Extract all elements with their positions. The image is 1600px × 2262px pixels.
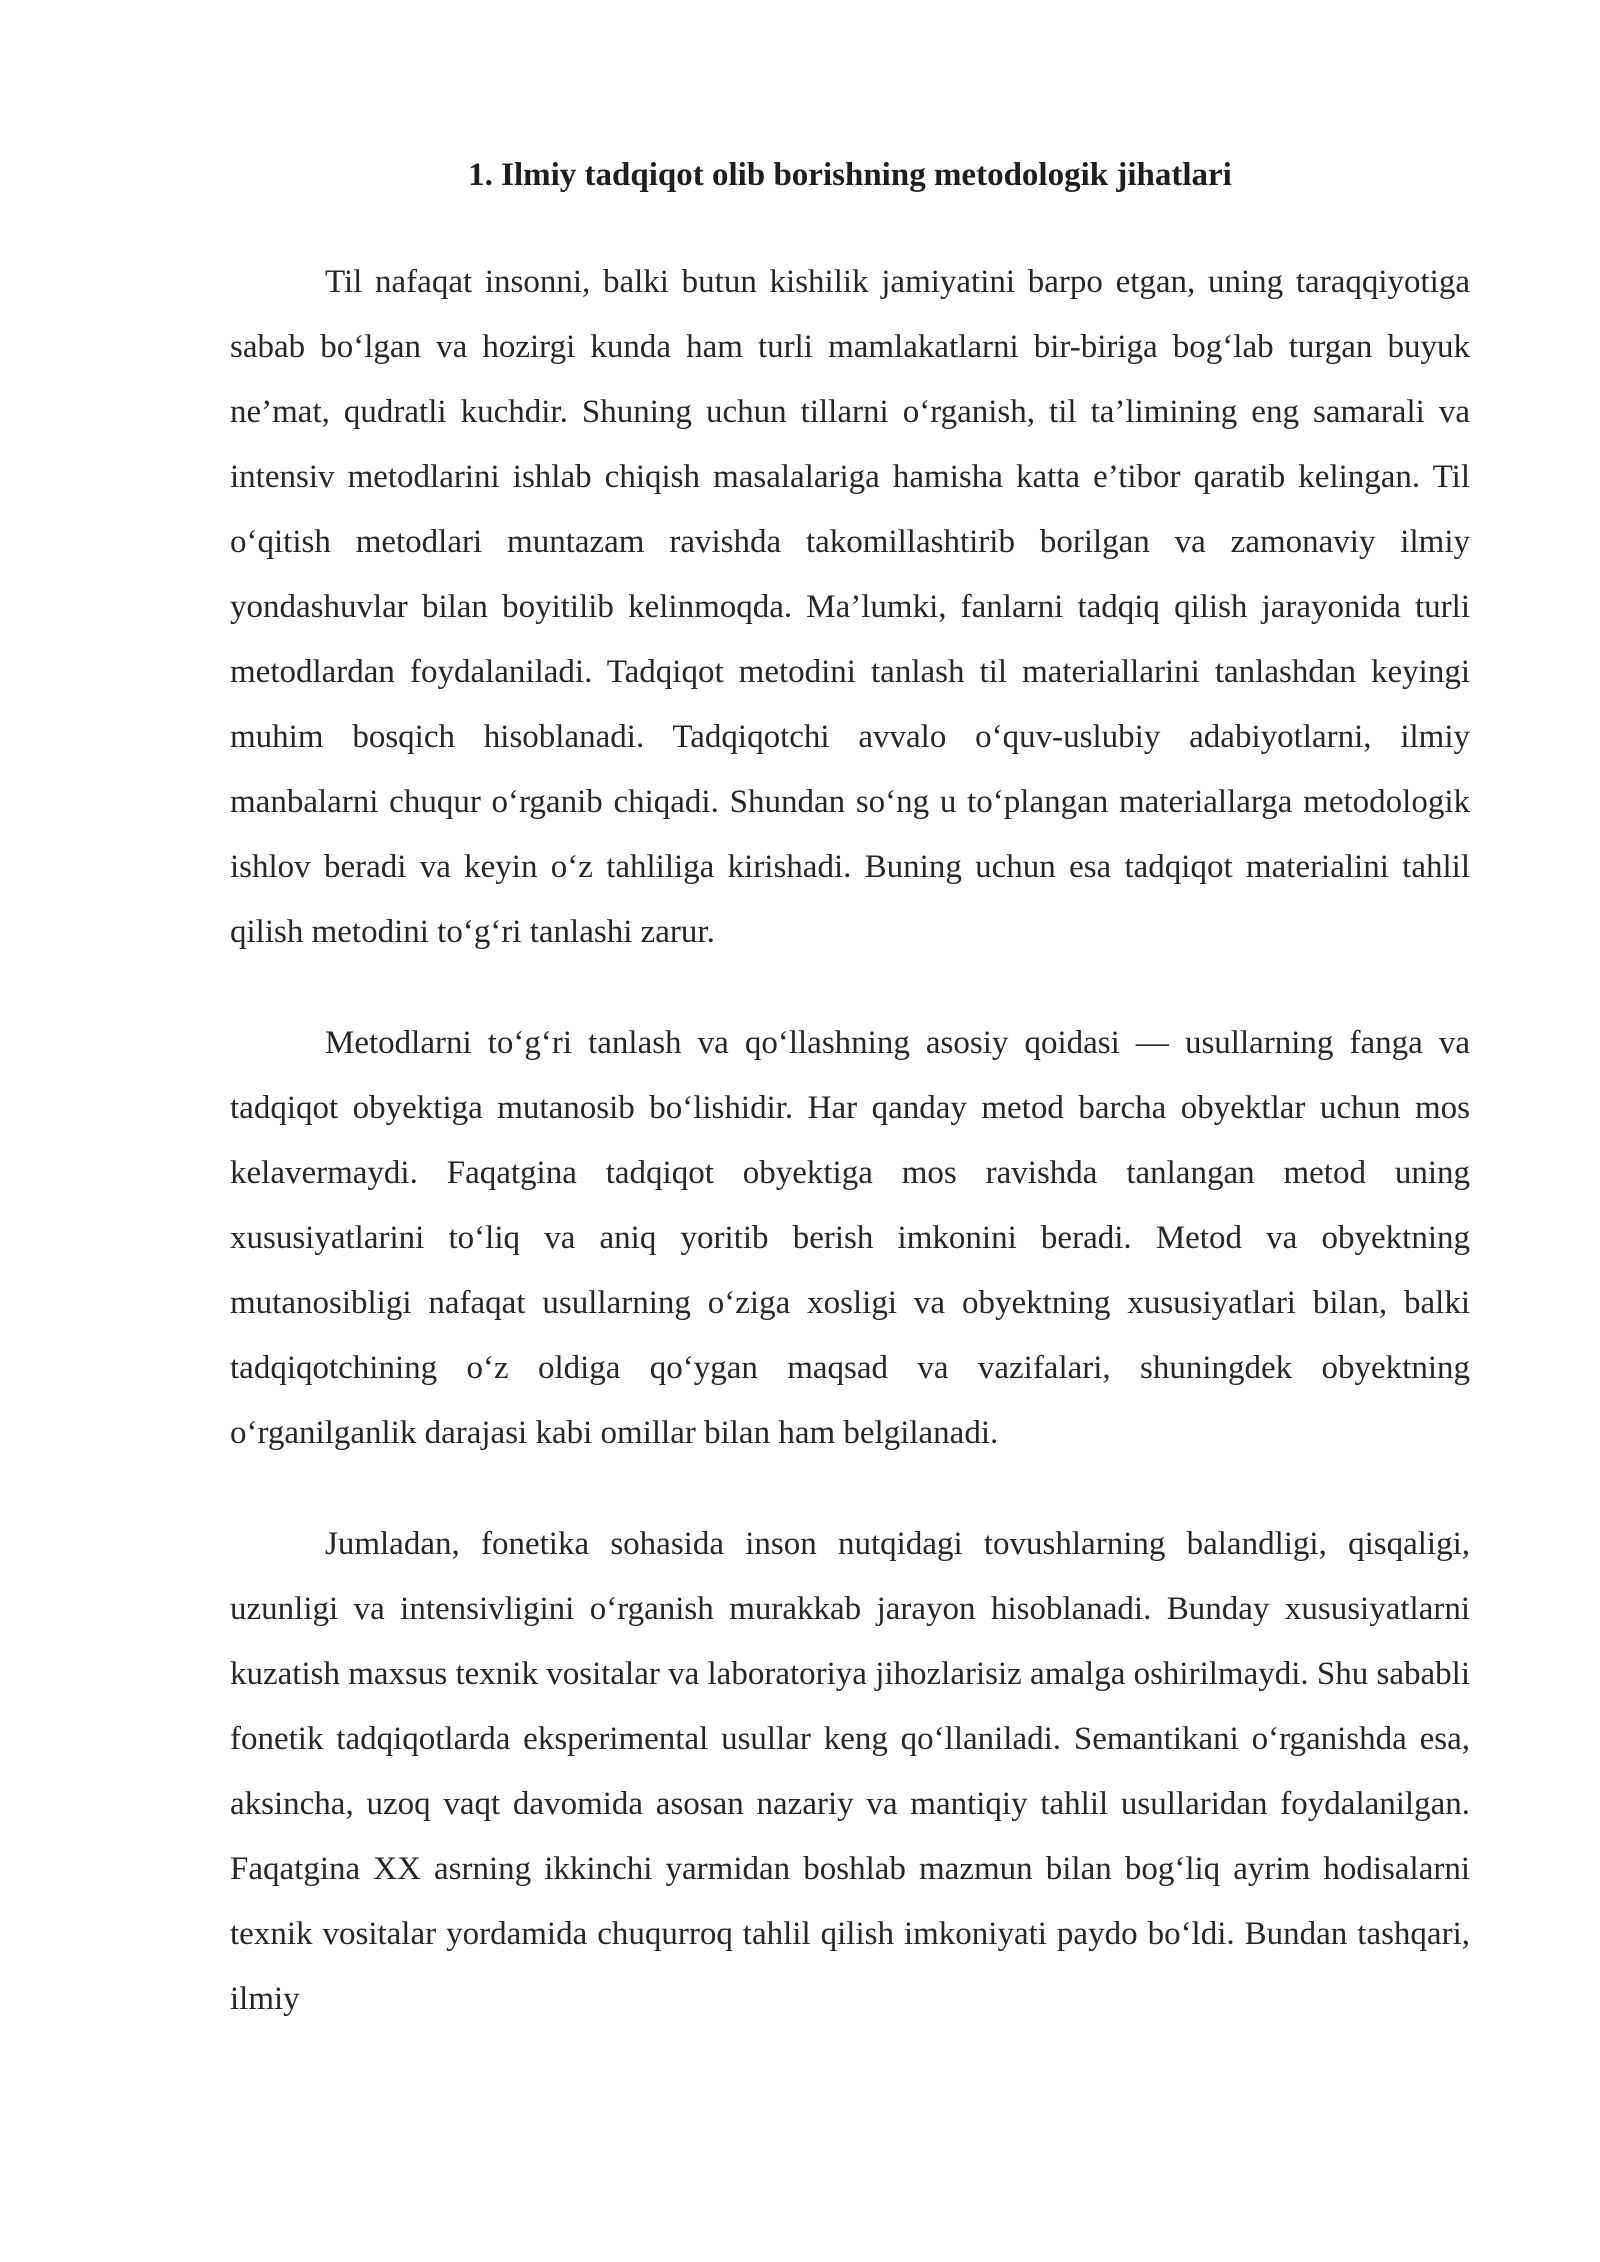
paragraph-1: Til nafaqat insonni, balki butun kishilik jamiyatini barpo etgan, uning taraqqiyotiga sabab bo‘lgan va hozirgi kunda ham turli mamlakatlarni bir-biriga bog‘lab turgan buyuk ne’mat, qudratli kuchdir. Shuning uchun tillarni o‘rganish, til ta’limining eng samarali va intensiv metodlarini ishlab chiqish masalalariga hamisha katta e’tibor qaratib kelingan. Til o‘qitish metodlari muntazam ravishda takomillashtirib borilgan va zamonaviy ilmiy yondashuvlar bilan boyitilib kelinmoqda. Ma’lumki, fanlarni tadqiq qilish jarayonida turli metodlardan foydalaniladi. Tadqiqot metodini tanlash til materiallarini tanlashdan keyingi muhim bosqich hisoblanadi. Tadqiqotchi avvalo o‘quv-uslubiy adabiyotlarni, ilmiy manbalarni chuqur o‘rganib chiqadi. Shundan so‘ng u to‘plangan materiallarga metodologik ishlov beradi va keyin o‘z tahliliga kirishadi. Buning uchun esa tadqiqot materialini tahlil qilish metodini to‘g‘ri tanlashi zarur. xyxy=(230,264,1470,950)
section-title: 1. Ilmiy tadqiqot olib borishning metodologik jihatlari xyxy=(468,157,1232,193)
paragraph-3: Jumladan, fonetika sohasida inson nutqidagi tovushlarning balandligi, qisqaligi, uzunligi va intensivligini o‘rganish murakkab jarayon hisoblanadi. Bunday xususiyatlarni kuzatish maxsus texnik vositalar va laboratoriya jihozlarisiz amalga oshirilmaydi. Shu sababli fonetik tadqiqotlarda eksperimental usullar keng qo‘llaniladi. Semantikani o‘rganishda esa, aksincha, uzoq vaqt davomida asosan nazariy va mantiqiy tahlil usullaridan foydalanilgan. Faqatgina XX asrning ikkinchi yarmidan boshlab mazmun bilan bog‘liq ayrim hodisalarni texnik vositalar yordamida chuqurroq tahlil qilish imkoniyati paydo bo‘ldi. Bundan tashqari, ilmiy xyxy=(230,1526,1470,2017)
body-text xyxy=(230,250,1470,2032)
paragraph-2: Metodlarni to‘g‘ri tanlash va qo‘llashning asosiy qoidasi — usullarning fanga va tadqiqot obyektiga mutanosib bo‘lishidir. Har qanday metod barcha obyektlar uchun mos kelavermaydi. Faqatgina tadqiqot obyektiga mos ravishda tanlangan metod uning xususiyatlarini to‘liq va aniq yoritib berish imkonini beradi. Metod va obyektning mutanosibligi nafaqat usullarning o‘ziga xosligi va obyektning xususiyatlari bilan, balki tadqiqotchining o‘z oldiga qo‘ygan maqsad va vazifalari, shuningdek obyektning o‘rganilganlik darajasi kabi omillar bilan ham belgilanadi. xyxy=(230,1025,1470,1451)
